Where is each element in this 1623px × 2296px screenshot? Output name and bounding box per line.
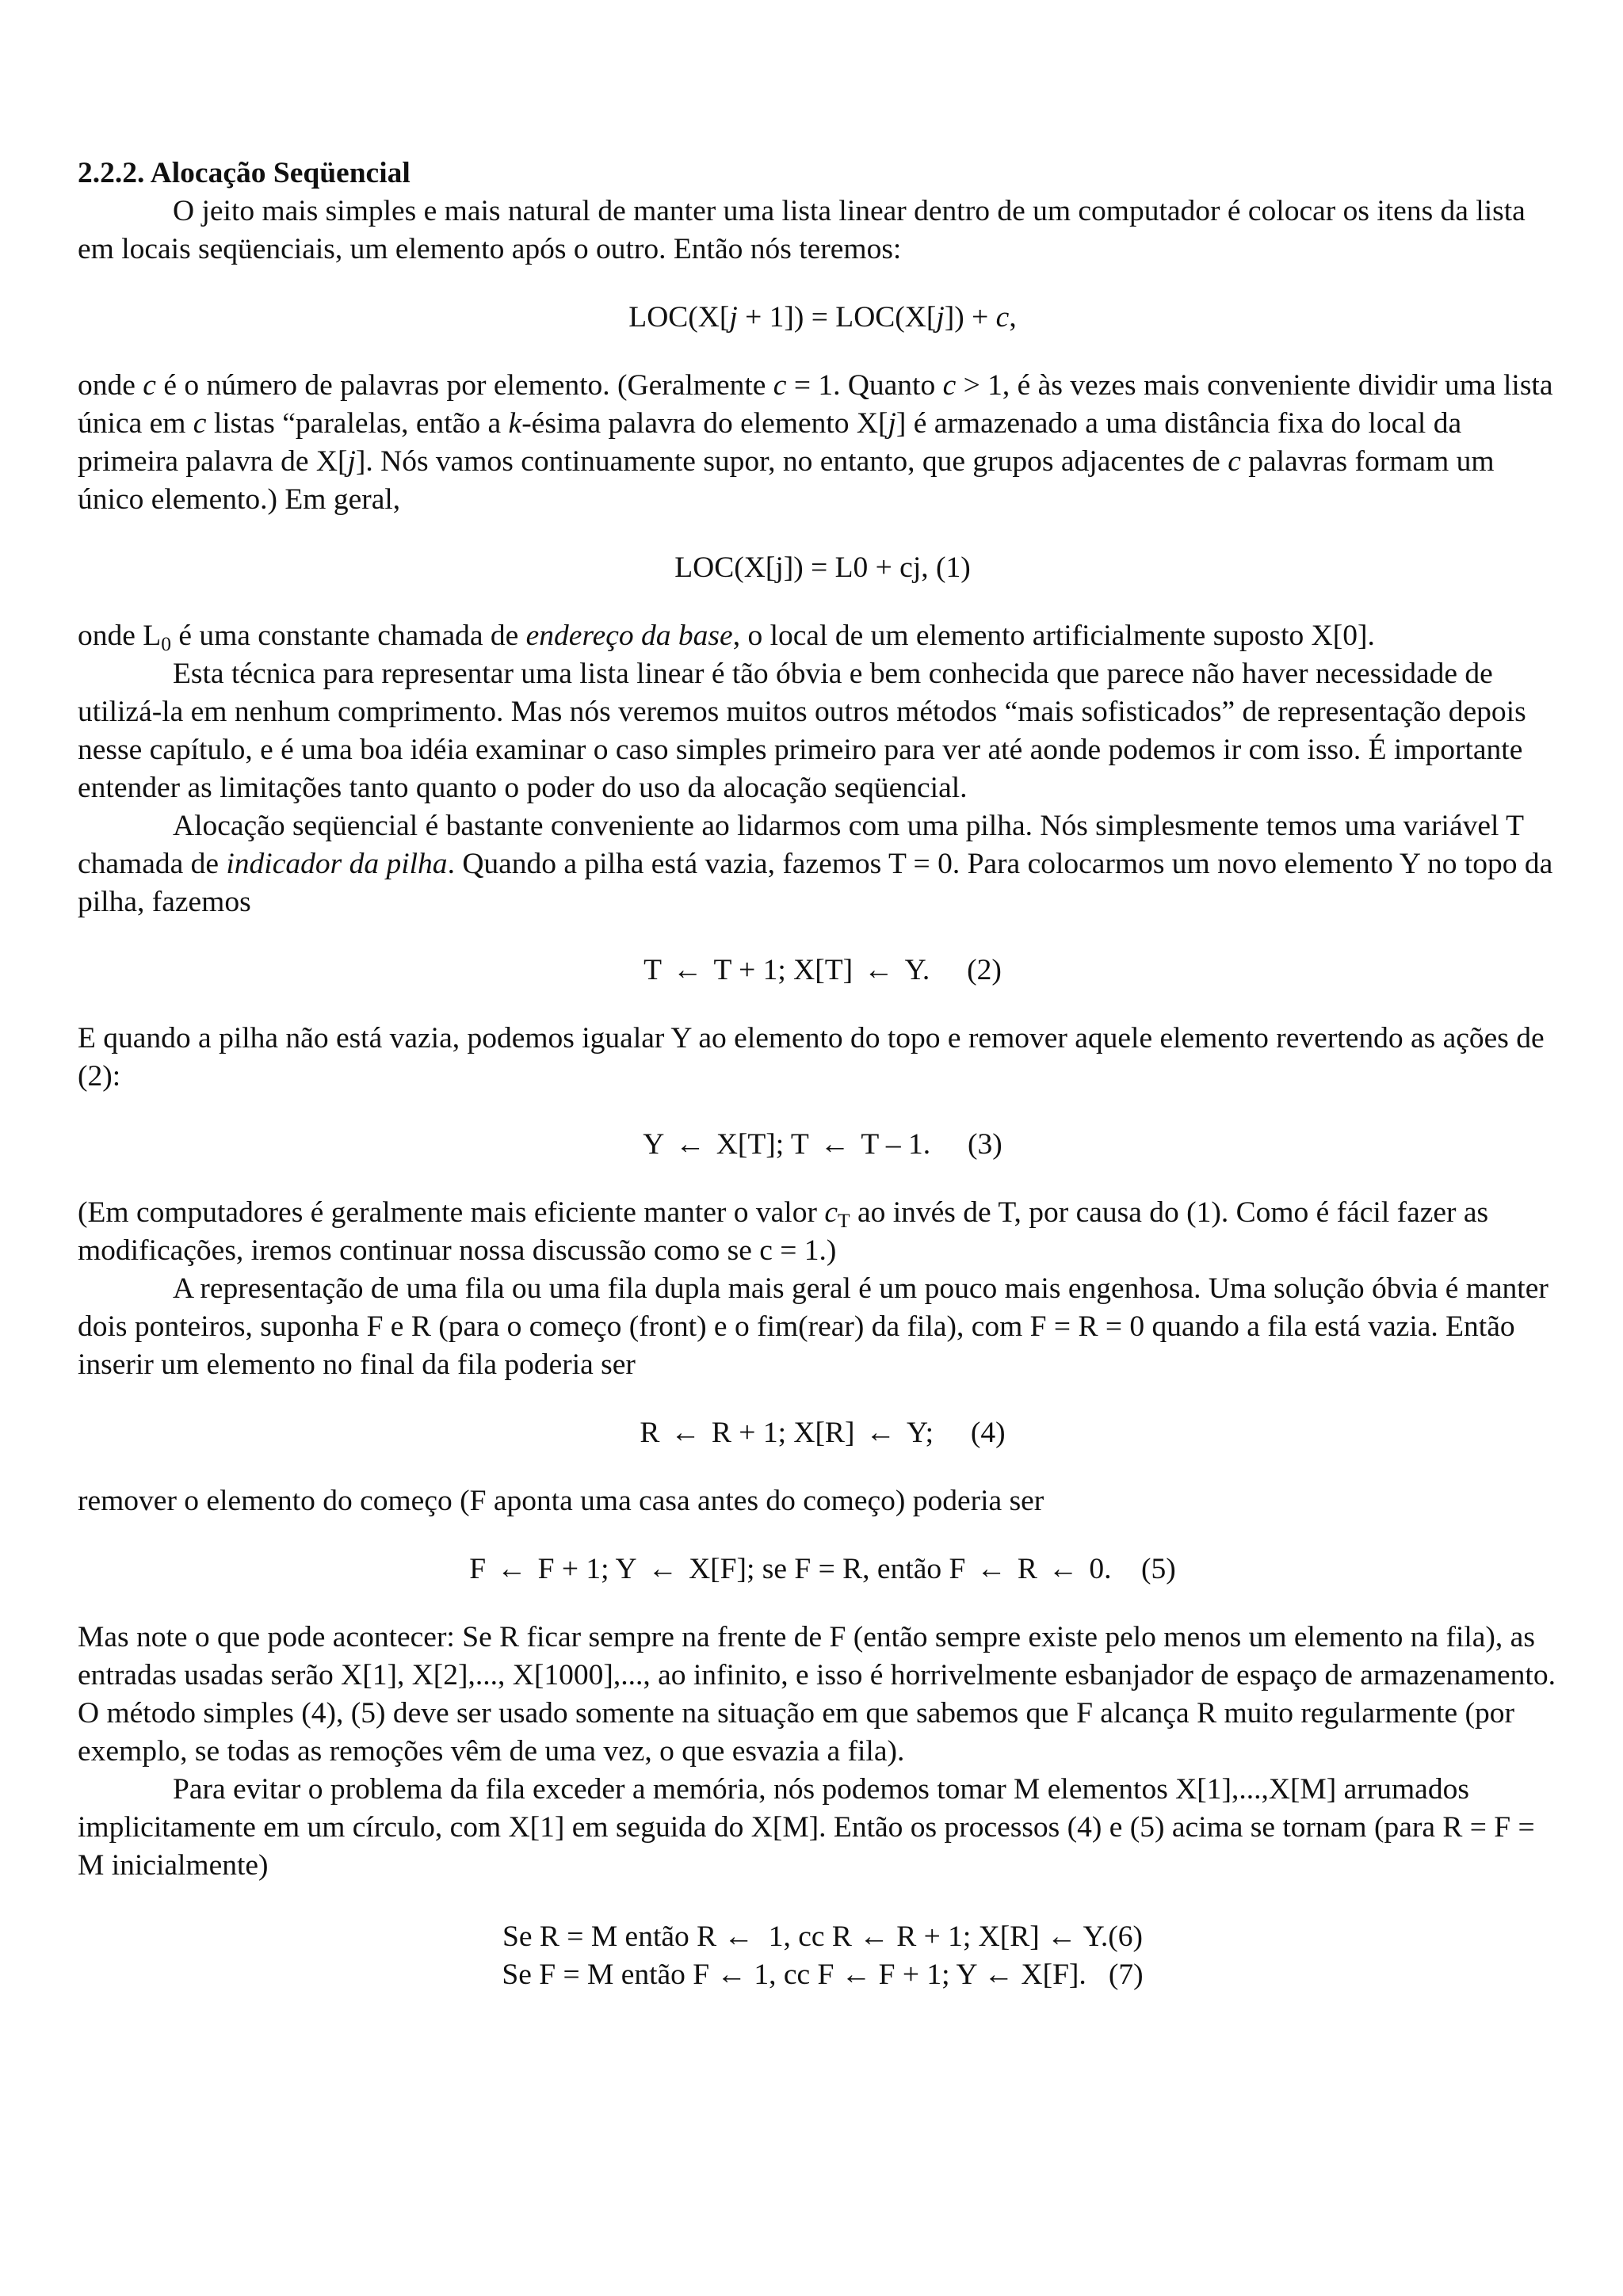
paragraph-11: Para evitar o problema da fila exceder a memória, nós podemos tomar M elementos X[1],...,X[M] arrumados implicitamente em um círculo, com X[1] em seguida do X[M]. Então os processos (4) e (5) acima se tornam (para R = F = M inicialmente) [78, 1773, 1535, 1882]
equation-1: LOC(X[j]) = L0 + cj, (1) [674, 551, 971, 584]
text-run: -ésima palavra do elemento X[ [521, 407, 888, 440]
var-j: j [888, 407, 896, 440]
eq-text: T + 1; X[T] [713, 954, 854, 986]
text-run: = 1. Quanto [786, 369, 943, 402]
eq-var-j: j [729, 301, 738, 334]
text-run: , o local de um elemento artificialmente suposto X[0]. [732, 620, 1375, 652]
eq-text: LOC(X[ [628, 301, 730, 334]
equation-4 [78, 1414, 1568, 1452]
var-c: c [824, 1196, 838, 1229]
eq-text: 0. (5) [1089, 1553, 1176, 1585]
paragraph-5 [78, 807, 1568, 921]
text-run: (Em computadores é geralmente mais eficiente manter o valor [78, 1196, 825, 1229]
left-arrow-icon: ← [497, 1553, 527, 1585]
paragraph-7 [78, 1194, 1568, 1270]
equation-5 [78, 1550, 1568, 1589]
left-arrow-icon: ← [670, 1417, 701, 1449]
paragraph-3 [78, 617, 1568, 655]
eq-text: Y. (2) [904, 954, 1002, 986]
eq-var-c: c [995, 301, 1010, 334]
paragraph-4: Esta técnica para representar uma lista linear é tão óbvia e bem conhecida que parece não haver necessidade de utilizá-la em nenhum comprimento. Mas nós veremos muitos outros métodos “mais sofisticados” de representação depois nesse capítulo, e é uma boa idéia examinar o caso simples primeiro para ver até aonde podemos ir com isso. É importante entender as limitações tanto quanto o poder do uso da alocação seqüencial. [78, 658, 1526, 804]
eq-text: + 1]) = LOC(X[ [737, 301, 937, 334]
equation-7: Se F = M então F ← 1, cc F ← F + 1; Y ← X[F]. (7) [502, 1958, 1144, 1991]
text-run: palavras formam um único elemento.) Em geral, [78, 445, 1495, 516]
left-arrow-icon: ← [673, 954, 703, 986]
left-arrow-icon: ← [976, 1553, 1006, 1585]
left-arrow-icon: ← [819, 1128, 850, 1161]
equation-2 [78, 952, 1568, 990]
text-run: . Quando a pilha está vazia, fazemos T = 0. Para colocarmos um novo elemento Y no topo da pilha, fazemos [78, 848, 1553, 918]
var-k: k [508, 407, 522, 440]
left-arrow-icon: ← [865, 1417, 896, 1449]
text-run: é o número de palavras por elemento. (Geralmente [155, 369, 773, 402]
eq-text: R [1017, 1553, 1037, 1585]
equation-3 [78, 1126, 1568, 1164]
eq-var-j: j [936, 301, 945, 334]
equation-6: Se R = M então R ← 1, cc R ← R + 1; X[R] ← Y.(6) [502, 1920, 1143, 1953]
left-arrow-icon: ← [647, 1553, 678, 1585]
equation-loc-next [78, 299, 1568, 337]
left-arrow-icon: ← [675, 1128, 705, 1161]
text-run: ao invés de T, por causa do (1). Como é fácil fazer as modificações, iremos continuar nossa discussão como se c = 1.) [78, 1196, 1489, 1267]
paragraph-2 [78, 367, 1568, 519]
eq-text: R + 1; X[R] [711, 1417, 855, 1449]
eq-text: X[T]; T [716, 1128, 809, 1161]
left-arrow-icon: ← [864, 954, 894, 986]
eq-text: F + 1; Y [537, 1553, 637, 1585]
var-c: c [143, 369, 156, 402]
paragraph-8: A representação de uma fila ou uma fila dupla mais geral é um pouco mais engenhosa. Uma solução óbvia é manter dois ponteiros, suponha F e R (para o começo (front) e o fim(rear) da fila), com F = R = 0 quando a fila está vazia. Então inserir um elemento no final da fila poderia ser [78, 1272, 1549, 1381]
text-run: > 1, é às vezes mais conveniente dividir uma lista única em [78, 369, 1553, 440]
text-run: onde L [78, 620, 162, 652]
text-run: ] é armazenado a uma distância fixa do local da primeira palavra de X[ [78, 407, 1462, 478]
eq-text: T [643, 954, 663, 986]
eq-text: T – 1. (3) [861, 1128, 1002, 1161]
text-run: listas “paralelas, então a [206, 407, 509, 440]
eq-text: R [640, 1417, 660, 1449]
subscript: T [837, 1209, 850, 1233]
subscript: 0 [161, 632, 171, 656]
eq-text: F [469, 1553, 487, 1585]
var-c: c [942, 369, 957, 402]
var-c: c [193, 407, 207, 440]
eq-text: Y [643, 1128, 665, 1161]
paragraph-9: remover o elemento do começo (F aponta uma casa antes do começo) poderia ser [78, 1485, 1044, 1517]
text-run: Alocação seqüencial é bastante conveniente ao lidarmos com uma pilha. Nós simplesmente temos uma variável T chamada de [78, 810, 1524, 880]
document-body [78, 154, 1568, 1994]
eq-text: X[F]; se F = R, então F [689, 1553, 966, 1585]
emphasis-term: indicador da pilha [226, 848, 448, 880]
eq-text: , [1009, 301, 1017, 334]
paragraph-6: E quando a pilha não está vazia, podemos igualar Y ao elemento do topo e remover aquele elemento revertendo as ações de (2): [78, 1022, 1545, 1093]
text-run: ]. Nós vamos continuamente supor, no entanto, que grupos adjacentes de [355, 445, 1228, 478]
eq-text: Y; (4) [906, 1417, 1006, 1449]
var-j: j [347, 445, 356, 478]
emphasis-term: endereço da base [525, 620, 733, 652]
text-run: é uma constante chamada de [170, 620, 526, 652]
paragraph-10: Mas note o que pode acontecer: Se R ficar sempre na frente de F (então sempre existe pelo menos um elemento na fila), as entradas usadas serão X[1], X[2],..., X[1000],..., ao infinito, e isso é horrivelmente esbanjador de espaço de armazenamento. O método simples (4), (5) deve ser usado somente na situação em que sabemos que F alcança R muito regularmente (por exemplo, se todas as remoções vêm de uma vez, o que esvazia a fila). [78, 1621, 1556, 1768]
text-run: onde [78, 369, 143, 402]
equations-6-7 [78, 1918, 1568, 1994]
section-title: 2.2.2. Alocação Seqüencial [78, 157, 411, 189]
var-c: c [1228, 445, 1241, 478]
eq-text: ]) + [944, 301, 996, 334]
var-c: c [773, 369, 787, 402]
paragraph-1: O jeito mais simples e mais natural de manter uma lista linear dentro de um computador é colocar os itens da lista em locais seqüenciais, um elemento após o outro. Então nós teremos: [78, 195, 1526, 265]
left-arrow-icon: ← [1048, 1553, 1079, 1585]
